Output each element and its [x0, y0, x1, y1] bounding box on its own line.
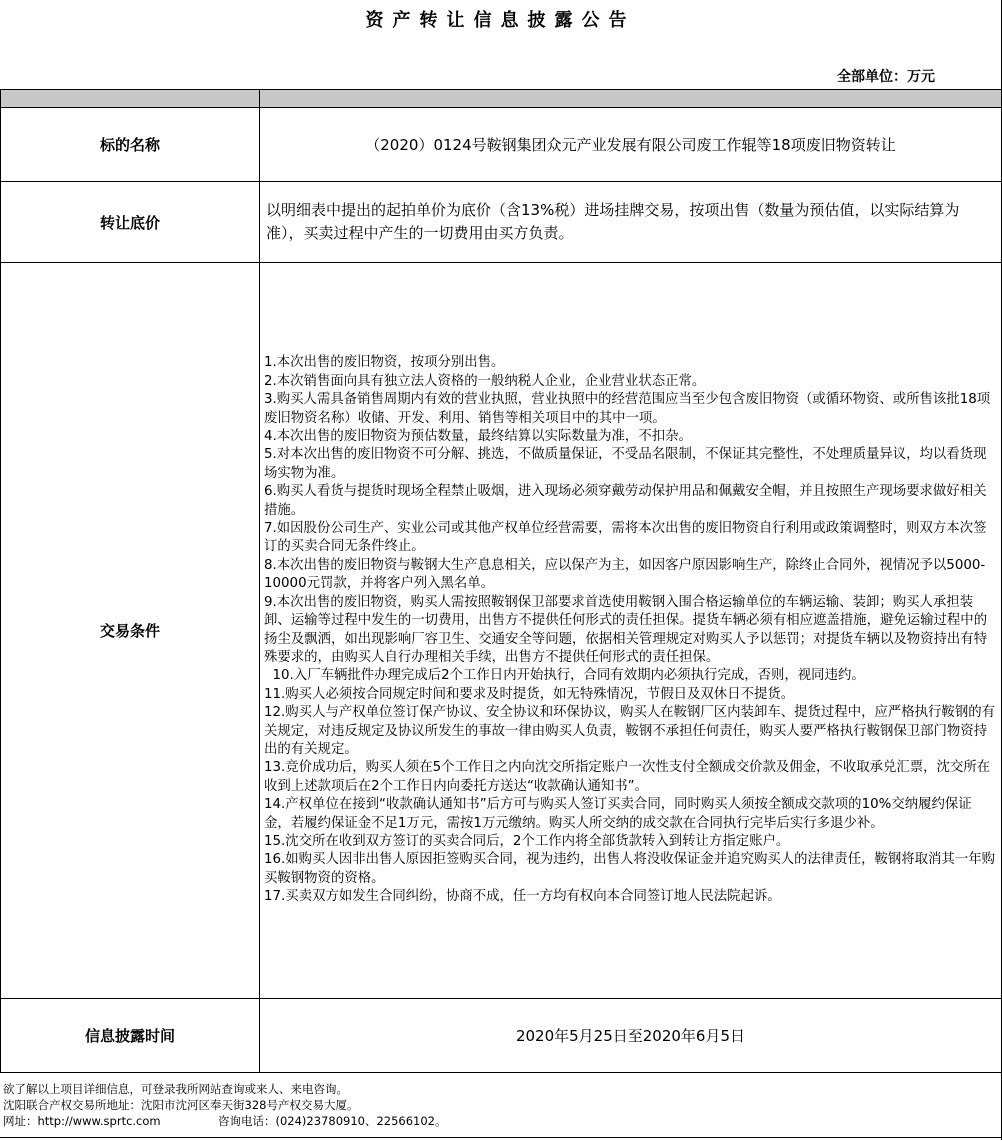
condition-item: 10.入厂车辆批件办理完成后2个工作日内开始执行，合同有效期内必须执行完成，否则，视同违约。 — [264, 668, 865, 684]
condition-item: 9.本次出售的废旧物资，购买人需按照鞍钢保卫部要求首选使用鞍钢入围合格运输单位的车辆运输、装卸；购买人承担装卸、运输等过程中发生的一切费用，出售方不提供任何形式的责任担保。提货车辆必须有相应遮盖措施，避免运输过程中的扬尘及飘洒，如出现影响厂容卫生、交通安全等问题，依据相关管理规定对购买人予以惩罚；对提货车辆以及物资持出有特殊要求的，由购买人自行办理相关手续，出售方不提供任何形式的责任担保。 — [264, 594, 988, 665]
reserve-price-value: 以明细表中提出的起拍单价为底价（含13%税）进场挂牌交易，按项出售（数量为预估值，以实际结算为准），买卖过程中产生的一切费用由买方负责。 — [260, 182, 1002, 263]
condition-item: 15.沈交所在收到双方签订的买卖合同后，2个工作内将全部货款转入到转让方指定账户。 — [264, 833, 790, 849]
condition-item: 6.购买人看货与提货时现场全程禁止吸烟，进入现场必须穿戴劳动保护用品和佩戴安全帽，并且按照生产现场要求做好相关措施。 — [264, 484, 987, 518]
bottom-divider — [0, 1137, 1001, 1138]
footer-line-contact — [3, 1113, 447, 1129]
row-label-time: 信息披露时间 — [1, 999, 260, 1073]
footer-notes — [3, 1081, 447, 1129]
footer-website: 网址：http://www.sprtc.com — [3, 1114, 161, 1128]
trade-conditions-value — [260, 263, 1002, 999]
condition-item: 12.购买人与产权单位签订保产协议、安全协议和环保协议，购买人在鞍钢厂区内装卸车、提货过程中，应严格执行鞍钢的有关规定，对违反规定及协议所发生的事故一律由购买人负责，鞍钢不承担任何责任，购买人要严格执行鞍钢保卫部门物资持出的有关规定。 — [264, 705, 995, 757]
row-label-price: 转让底价 — [1, 182, 260, 263]
unit-note: 全部单位：万元 — [837, 69, 935, 85]
footer-line-address: 沈阳联合产权交易所地址：沈阳市沈河区奉天街328号产权交易大厦。 — [3, 1098, 359, 1112]
table-header-row — [1, 90, 1002, 108]
condition-item: 1.本次出售的废旧物资，按项分别出售。 — [264, 355, 505, 371]
condition-item: 14.产权单位在接到“收款确认通知书”后方可与购买人签订买卖合同，同时购买人须按全额成交款项的10%交纳履约保证金，若履约保证金不足1万元，需按1万元缴纳。购买人所交纳的成交款在合同执行完毕后实行多退少补。 — [264, 797, 972, 831]
table-row — [1, 182, 1002, 263]
row-label-conditions: 交易条件 — [1, 263, 260, 999]
disclosure-time-value: 2020年5月25日至2020年6月5日 — [260, 999, 1002, 1073]
subject-name-value: （2020）0124号鞍钢集团众元产业发展有限公司废工作辊等18项废旧物资转让 — [260, 108, 1002, 182]
header-cell-right — [260, 90, 1002, 108]
condition-item: 3.购买人需具备销售周期内有效的营业执照，营业执照中的经营范围应当至少包含废旧物资（或循环物资、或所售该批18项废旧物资名称）收储、开发、利用、销售等相关项目中的其中一项。 — [264, 392, 991, 426]
header-cell-left — [1, 90, 260, 108]
condition-item: 5.对本次出售的废旧物资不可分解、挑选，不做质量保证，不受品名限制，不保证其完整性，不处理质量异议，均以看货现场实物为准。 — [264, 447, 987, 481]
footer-line-info: 欲了解以上项目详细信息，可登录我所网站查询或来人、来电咨询。 — [3, 1082, 348, 1096]
condition-item: 2.本次销售面向具有独立法人资格的一般纳税人企业，企业营业状态正常。 — [264, 373, 706, 389]
page-title: 资产转让信息披露公告 — [365, 10, 636, 31]
table-row — [1, 108, 1002, 182]
condition-item: 8.本次出售的废旧物资与鞍钢大生产息息相关，应以保产为主，如因客户原因影响生产，除终止合同外，视情况予以5000-10000元罚款，并将客户列入黑名单。 — [264, 557, 986, 592]
table-row — [1, 263, 1002, 999]
condition-item: 11.购买人必须按合同规定时间和要求及时提货，如无特殊情况，节假日及双休日不提货。 — [264, 686, 795, 702]
condition-item: 13.竞价成功后，购买人须在5个工作日之内向沈交所指定账户一次性支付全额成交价款及佣金，不收取承兑汇票，沈交所在收到上述款项后在2个工作日内向委托方送达“收款确认通知书”。 — [264, 760, 991, 794]
condition-item: 17.买卖双方如发生合同纠纷，协商不成，任一方均有权向本合同签订地人民法院起诉。 — [264, 889, 781, 905]
condition-item: 7.如因股份公司生产、实业公司或其他产权单位经营需要，需将本次出售的废旧物资自行利用或政策调整时，则双方本次签订的买卖合同无条件终止。 — [264, 521, 987, 555]
condition-item: 16.如购买人因非出售人原因拒签购买合同，视为违约，出售人将没收保证金并追究购买人的法律责任，鞍钢将取消其一年购买鞍钢物资的资格。 — [264, 852, 995, 886]
info-table — [0, 89, 1002, 1073]
condition-item: 4.本次出售的废旧物资为预估数量，最终结算以实际数量为准，不扣杂。 — [264, 429, 692, 445]
table-row — [1, 999, 1002, 1073]
row-label-name: 标的名称 — [1, 108, 260, 182]
footer-phone: 咨询电话：(024)23780910、22566102。 — [218, 1114, 447, 1128]
